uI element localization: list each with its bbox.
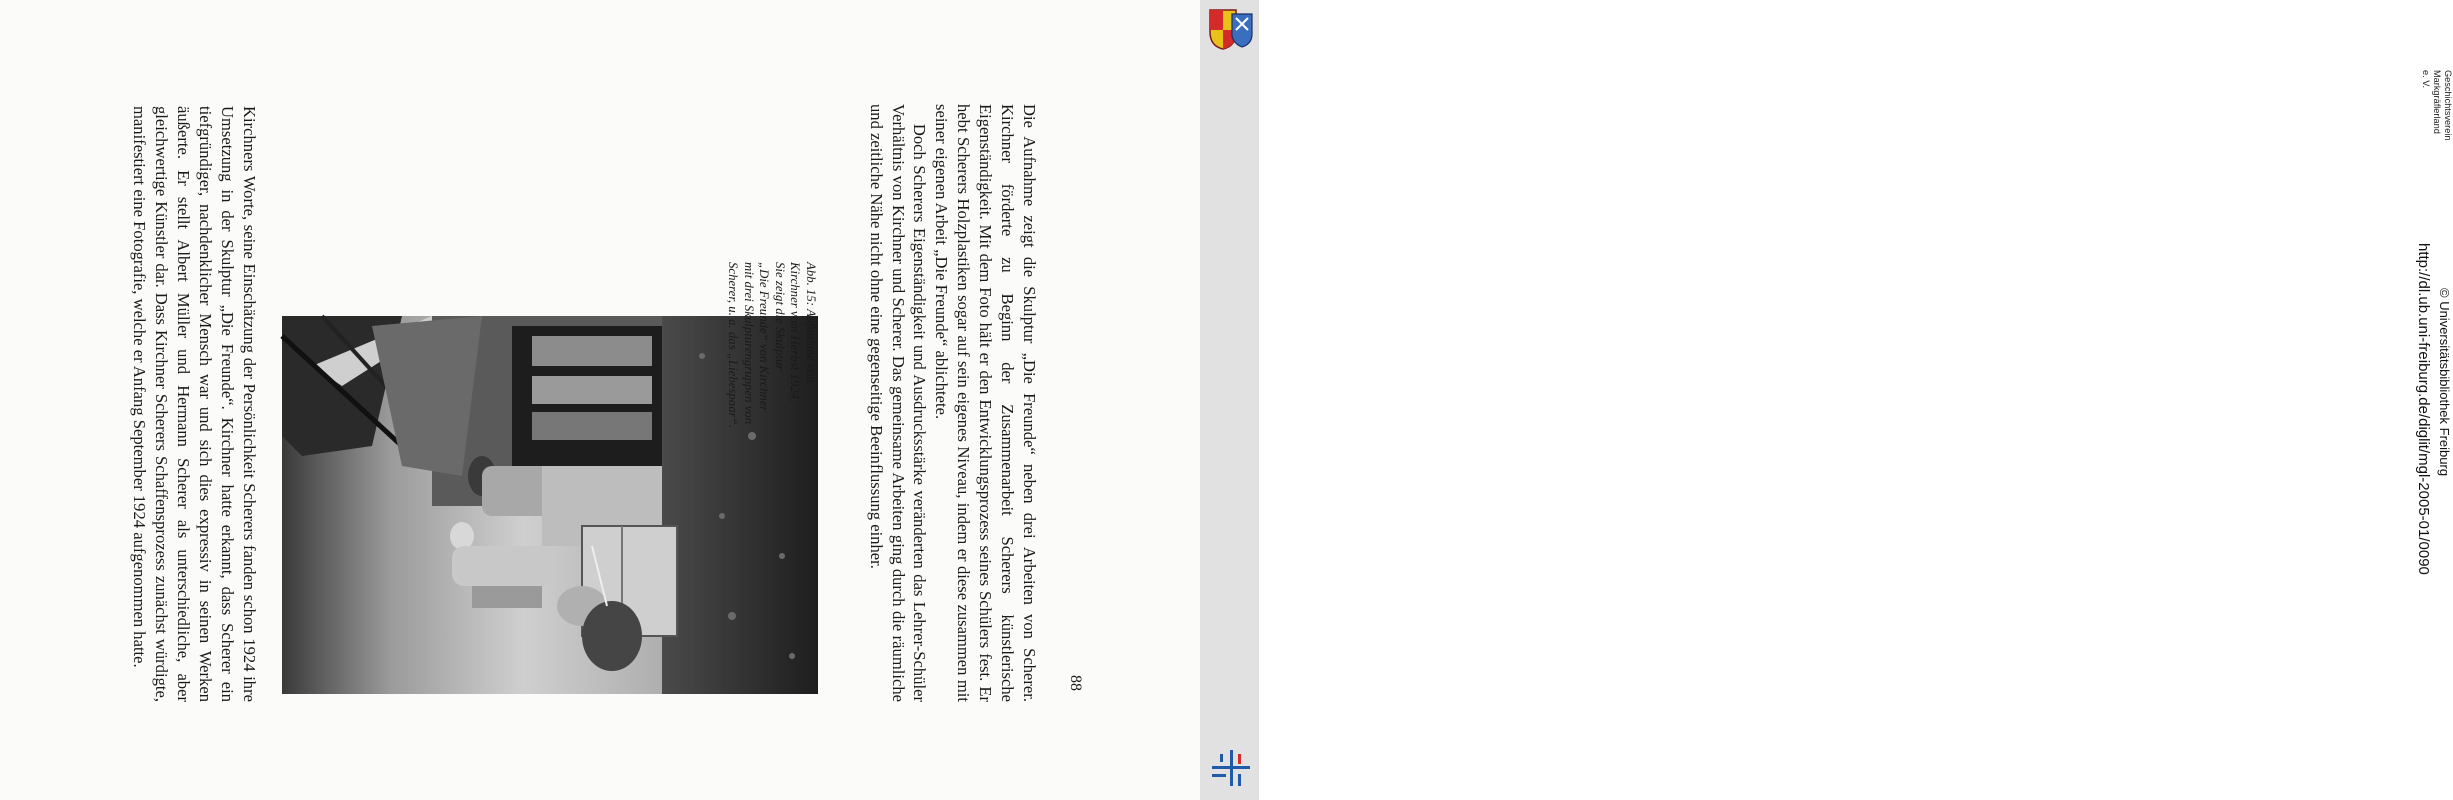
ub-freiburg-logo-icon bbox=[1210, 746, 1252, 790]
library-credit-block bbox=[2435, 288, 2453, 476]
coat-of-arms-icon bbox=[1208, 8, 1254, 50]
paragraph-top-block bbox=[129, 106, 260, 702]
scanned-page bbox=[0, 0, 1200, 800]
source-url-link[interactable]: http://dl.ub.uni-freiburg.de/diglit/mgl-2005-01/0090 bbox=[2415, 243, 2432, 575]
paragraph-2: Die Aufnahme zeigt die Skulptur „Die Freunde“ neben drei Arbeiten von Scherer. Kirchner förderte zu Beginn der Zusammenarbeit Scherers künstlerische Eigenständigkeit. Mit dem Foto hält er den Entwicklungsprozess seines Schülers fest. Er hebt Scherers Holzplastiken sogar auf sein eigenes Niveau, indem er diese zusammen mit seiner eigenen Arbeit „Die Freunde“ ablichtete. bbox=[932, 104, 1039, 702]
caption-block bbox=[724, 262, 818, 562]
url-block bbox=[2414, 243, 2432, 575]
page-number-block bbox=[1066, 675, 1084, 691]
org-line1: Geschichtsverein bbox=[2443, 70, 2453, 141]
viewer-sidebar bbox=[1200, 0, 2453, 800]
paragraph-3: Doch Scherers Eigenständigkeit und Ausdrucksstärke veränderten das Lehrer-Schüler Verhältnis von Kirchner und Scherer. Das gemeinsame Arbeiten ging durch die räumliche und zeitliche Nähe nicht ohne eine gegenseitige Beeinflussung einher. bbox=[866, 104, 930, 702]
library-credit: © Universitätsbibliothek Freiburg bbox=[2437, 288, 2452, 477]
paragraph-top: Kirchners Worte, seine Einschätzung der Persönlichkeit Scherers fanden schon 1924 ihre Umsetzung in der Skulptur „Die Freunde“. Kirchner hatte erkannt, dass Scherer ein tiefgründiger, nachdenklicher Mensch war und sich dies expressiv in seinen Werken äußerte. Er stellt Albert Müller und Hermann Scherer als unterschiedliche, aber gleichwertige Künstler dar. Dass Kirchner Scherers Schaffensprozess zunächst würdigte, manifestiert eine Fotografie, welche er Anfang September 1924 aufgenommen hatte. bbox=[130, 106, 259, 702]
org-line2: Markgräflerland e. V. bbox=[2421, 70, 2442, 134]
figure-caption: Abb. 15: Aufnahme von Kirchner vom Herbst 1924. Sie zeigt die Skulptur „Die Freunde“ von Kirchner mit drei Skulpturengruppen von Scherer, u. a. das „Liebespaar“. bbox=[726, 262, 818, 428]
org-name-block bbox=[2420, 70, 2453, 140]
paragraph-lower-block bbox=[865, 104, 1040, 702]
page-number: 88 bbox=[1067, 675, 1084, 691]
